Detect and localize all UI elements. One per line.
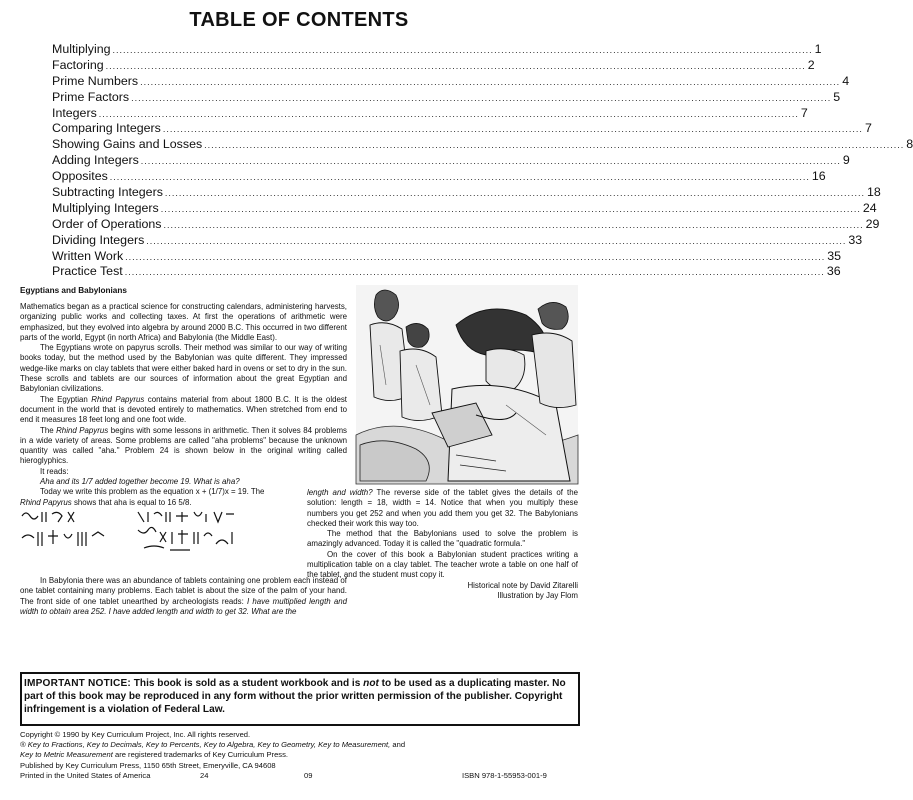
toc-entry-page: 7 (800, 105, 808, 120)
toc-leader-dots: ........................................................................................................................................................................................................ (160, 203, 861, 214)
toc-entry-label: Practice Test (52, 264, 123, 279)
toc-entry-label: Prime Numbers (52, 73, 139, 88)
toc-entry (52, 42, 822, 58)
trademark-line: Key to Metric Measurement are registered trademarks of Key Curriculum Press. (20, 750, 288, 760)
article-paragraph: Today we write this problem as the equation x + (1/7)x = 19. The (40, 487, 265, 497)
toc-leader-dots: ........................................................................................................................................................................................................ (140, 156, 841, 167)
toc-entry-label: Adding Integers (52, 153, 139, 168)
historical-note-credit: Historical note by David Zitarelli (467, 580, 578, 590)
article-paragraph: The Egyptians wrote on papyrus scrolls. Their method was similar to our way of writing books today, but the method used by the Babylonian was quite different. They impressed wedge-like marks on clay tablets that were either baked hard in ovens or set to dry in the sun. These scrolls and tablets are our sources of information about the great Egyptian and Babylonian civilizations. (20, 343, 347, 394)
toc-leader-dots: ........................................................................................................................................................................................................ (146, 235, 847, 246)
toc-entry-page: 4 (842, 73, 850, 88)
print-year-number: 09 (304, 770, 313, 780)
toc-entry-label: Factoring (52, 57, 104, 72)
article-paragraph: Rhind Papyrus shows that aha is equal to 16 5/8. (20, 497, 192, 507)
article-left-column-lower (20, 576, 347, 617)
toc-entry-label: Dividing Integers (52, 232, 145, 247)
toc-leader-dots: ........................................................................................................................................................................................................ (140, 76, 841, 87)
toc-entry-page: 24 (862, 200, 877, 215)
toc-leader-dots: ........................................................................................................................................................................................................ (105, 60, 806, 71)
toc-leader-dots: ........................................................................................................................................................................................................ (124, 267, 825, 278)
toc-entry (52, 137, 913, 153)
babylonian-students-illustration (356, 285, 578, 484)
aha-quote: Aha and its 1/7 added together become 19. What is aha? (40, 477, 240, 487)
toc-entry (52, 200, 877, 217)
toc-entry-page: 9 (842, 153, 850, 168)
toc-entry-page: 2 (807, 57, 815, 72)
toc-entry-page: 35 (827, 248, 842, 263)
notice-heading: IMPORTANT NOTICE: (24, 678, 131, 689)
illustration-credit: Illustration by Jay Flom (497, 590, 578, 600)
toc-entry-page: 18 (867, 185, 881, 200)
toc-entry-label: Opposites (52, 169, 108, 184)
article-paragraph: The method that the Babylonians used to solve the problem is amazingly advanced. Today it is called the "quadratic formula." (307, 529, 578, 549)
isbn: ISBN 978-1-55953-001-9 (462, 770, 547, 780)
article-left-column (20, 302, 347, 508)
article-title: Egyptians and Babylonians (20, 286, 127, 295)
toc-entry-label: Order of Operations (52, 216, 162, 231)
toc-entry (52, 185, 881, 201)
toc-entry-page: 33 (848, 232, 863, 247)
hieroglyphics-image (20, 508, 250, 554)
toc-entry-page: 29 (865, 216, 880, 231)
article-paragraph: On the cover of this book a Babylonian student practices writing a multiplication table on a clay tablet. The teacher wrote a table on one half of the tablet, and the student must copy it. (307, 549, 578, 580)
copyright-line: Copyright © 1990 by Key Curriculum Project, Inc. All rights reserved. (20, 730, 251, 739)
toc-leader-dots: ........................................................................................................................................................................................................ (163, 219, 864, 230)
toc-entry (52, 105, 808, 122)
article-paragraph: Mathematics began as a practical science for constructing calendars, administering harvests, organizing public works and collecting taxes. At first the operations of arithmetic were emphasized, but they evolved into algebra by around 2000 B.C. This occurred in two different parts of the world, Egypt (in north Africa) and Babylonia (the Middle East). (20, 302, 347, 342)
toc-leader-dots: ........................................................................................................................................................................................................ (164, 188, 866, 199)
toc-entry-page: 5 (833, 89, 841, 104)
publisher-line: Published by Key Curriculum Press, 1150 65th Street, Emeryville, CA 94608 (20, 760, 276, 770)
toc-leader-dots: ........................................................................................................................................................................................................ (109, 172, 810, 183)
article-right-column (307, 488, 578, 601)
toc-leader-dots: ........................................................................................................................................................................................................ (131, 92, 832, 103)
toc-entry-page: 36 (826, 264, 841, 279)
toc-entry-page: 1 (814, 42, 822, 56)
article-paragraph: In Babylonia there was an abundance of tablets containing one problem each instead of one tablet containing many problems. Each tablet is about the size of the palm of your hand. The front side of one tablet unearthed by archeologists reads: I have multiplied length and width to obtain area 252. I have added length and width to get 32. What are the (20, 576, 347, 616)
toc-entry-page: 8 (906, 137, 913, 152)
toc-entry-label: Written Work (52, 248, 124, 263)
page-title: TABLE OF CONTENTS (189, 9, 409, 31)
toc-leader-dots: ........................................................................................................................................................................................................ (204, 140, 905, 151)
trademark-line: ® Key to Fractions, Key to Decimals, Key to Percents, Key to Algebra, Key to Geometry, Key to Measurement, and (20, 740, 406, 750)
toc-entry (52, 153, 850, 169)
toc-entry-label: Prime Factors (52, 89, 130, 104)
print-info-line (20, 771, 580, 781)
copyright-footer (20, 730, 580, 781)
printed-in: Printed in the United States of America (20, 770, 151, 780)
toc-entry (52, 248, 842, 265)
toc-entry (52, 89, 841, 106)
toc-leader-dots: ........................................................................................................................................................................................................ (98, 108, 799, 119)
toc-entry-label: Multiplying (52, 42, 111, 56)
toc-entry-label: Subtracting Integers (52, 185, 163, 200)
toc-entry (52, 73, 850, 90)
toc-entry (52, 57, 815, 74)
toc-entry-label: Showing Gains and Losses (52, 137, 203, 152)
toc-leader-dots: ........................................................................................................................................................................................................ (125, 251, 826, 262)
toc-entry (52, 264, 841, 280)
toc-entry-label: Multiplying Integers (52, 200, 159, 215)
toc-entry-page: 7 (864, 121, 872, 136)
toc-leader-dots: ........................................................................................................................................................................................................ (112, 45, 813, 55)
toc-entry-label: Comparing Integers (52, 121, 161, 136)
toc-leader-dots: ........................................................................................................................................................................................................ (162, 124, 863, 135)
article-paragraph: It reads: (40, 466, 69, 476)
toc-entry (52, 169, 826, 185)
toc-entry (52, 121, 872, 137)
notice-emphasis: not (363, 678, 379, 689)
toc-entry (52, 232, 863, 249)
article-paragraph: The Egyptian Rhind Papyrus contains material from about 1800 B.C. It is the oldest document in the world that is devoted entirely to mathematics. When stretched from end to end it measures 18 feet long and one foot wide. (20, 394, 347, 425)
important-notice-box (20, 672, 580, 726)
table-of-contents (52, 42, 913, 280)
article-paragraph: length and width? The reverse side of the tablet gives the details of the solution: length = 18, width = 14. Notice that when you multiply these numbers you get 252 and when you add them you get 32. The Babylonians checked their work this way too. (307, 488, 578, 528)
article-paragraph: The Rhind Papyrus begins with some lessons in arithmetic. Then it solves 84 problems in a wide variety of areas. Some problems are called "aha problems" because the unknown quantity was called "aha." Problem 24 is shown below in the original writing called hieroglyphics. (20, 425, 347, 466)
print-run-number: 24 (200, 770, 209, 780)
notice-text: This book is sold as a student workbook and is (130, 678, 364, 689)
toc-entry (52, 216, 880, 233)
toc-entry-page: 16 (811, 169, 826, 184)
notice-text: to be used as a duplicating master. No part of this book may be reproduced in any form without the prior written permission of the publisher. Copyright infringement is a violation of Federal Law. (24, 678, 566, 716)
toc-entry-label: Integers (52, 105, 97, 120)
